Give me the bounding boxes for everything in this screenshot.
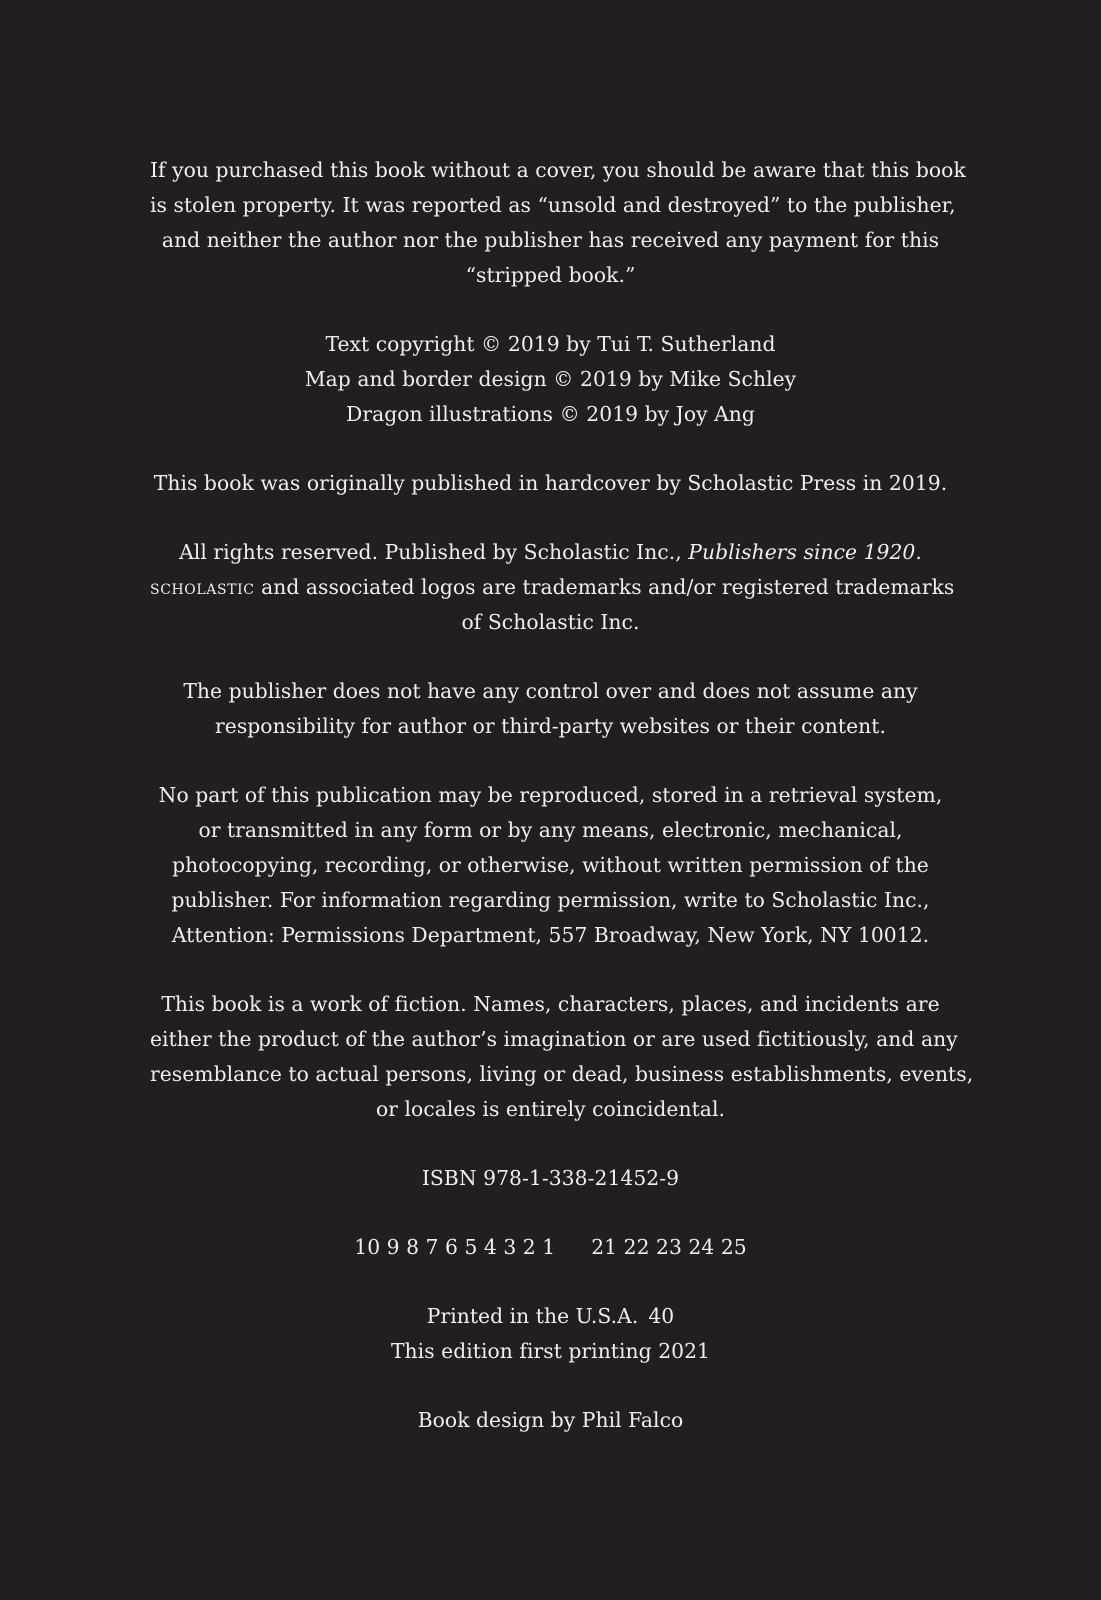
- printer-code: 40: [648, 1304, 675, 1328]
- reproduction-line-1: No part of this publication may be reproduced, stored in a retrieval system,: [158, 783, 943, 807]
- impression-numbers: 10 9 8 7 6 5 4 3 2 1: [354, 1235, 556, 1259]
- fiction-line-4: or locales is entirely coincidental.: [376, 1097, 725, 1121]
- fiction-line-2: either the product of the author’s imagination or are used fictitiously, and any: [150, 1027, 958, 1051]
- illustrations-copyright: Dragon illustrations © 2019 by Joy Ang: [346, 402, 755, 426]
- reproduction-line-2: or transmitted in any form or by any means, electronic, mechanical,: [198, 818, 903, 842]
- publishers-since-tagline: Publishers since 1920.: [688, 540, 922, 564]
- printing-info: [150, 1299, 951, 1369]
- stripped-notice-line-4: “stripped book.”: [465, 263, 636, 287]
- rights-line-3: of Scholastic Inc.: [461, 610, 640, 634]
- third-party-line-2: responsibility for author or third-party websites or their content.: [215, 714, 886, 738]
- printing-line-block: [150, 1230, 951, 1265]
- text-copyright: Text copyright © 2019 by Tui T. Sutherland: [325, 332, 776, 356]
- reproduction-notice: [150, 778, 951, 953]
- isbn-block: [150, 1161, 951, 1196]
- printing-years: 21 22 23 24 25: [591, 1235, 747, 1259]
- rights-line-2: [150, 570, 955, 605]
- original-publication-line: This book was originally published in hardcover by Scholastic Press in 2019.: [153, 471, 948, 495]
- copyright-credits: [150, 327, 951, 432]
- third-party-line-1: The publisher does not have any control over and does not assume any: [183, 679, 918, 703]
- map-copyright: Map and border design © 2019 by Mike Schley: [304, 367, 797, 391]
- trademark-statement: and associated logos are trademarks and/or registered trademarks: [254, 575, 955, 599]
- stripped-notice-line-3: and neither the author nor the publisher has received any payment for this: [161, 228, 940, 252]
- stripped-notice-line-2: is stolen property. It was reported as “unsold and destroyed” to the publisher,: [150, 193, 956, 217]
- rights-line-1: [150, 535, 951, 570]
- copyright-text-column: [150, 153, 974, 1472]
- third-party-disclaimer: [150, 674, 951, 744]
- fiction-line-3: resemblance to actual persons, living or dead, business establishments, events,: [150, 1062, 974, 1086]
- isbn-number: ISBN 978-1-338-21452-9: [421, 1166, 680, 1190]
- stripped-notice-line-1: If you purchased this book without a cover, you should be aware that this book: [150, 158, 966, 182]
- printer-key-line: [150, 1230, 951, 1265]
- printed-in-line: [150, 1299, 951, 1334]
- reproduction-line-3: photocopying, recording, or otherwise, without written permission of the: [172, 853, 929, 877]
- original-publication-note: [150, 466, 951, 501]
- book-design-credit: Book design by Phil Falco: [417, 1408, 684, 1432]
- stripped-book-notice: [150, 153, 966, 293]
- rights-published-by: All rights reserved. Published by Scholastic Inc.,: [179, 540, 689, 564]
- scholastic-trademark: scholastic: [150, 575, 255, 599]
- design-credit: [150, 1403, 951, 1438]
- edition-printing: This edition first printing 2021: [390, 1339, 711, 1363]
- fiction-line-1: This book is a work of fiction. Names, characters, places, and incidents are: [161, 992, 940, 1016]
- rights-statement: [150, 535, 955, 640]
- reproduction-line-4: publisher. For information regarding permission, write to Scholastic Inc.,: [171, 888, 930, 912]
- fiction-disclaimer: [150, 987, 974, 1127]
- reproduction-line-5: Attention: Permissions Department, 557 Broadway, New York, NY 10012.: [171, 923, 930, 947]
- printed-country: Printed in the U.S.A.: [426, 1304, 639, 1328]
